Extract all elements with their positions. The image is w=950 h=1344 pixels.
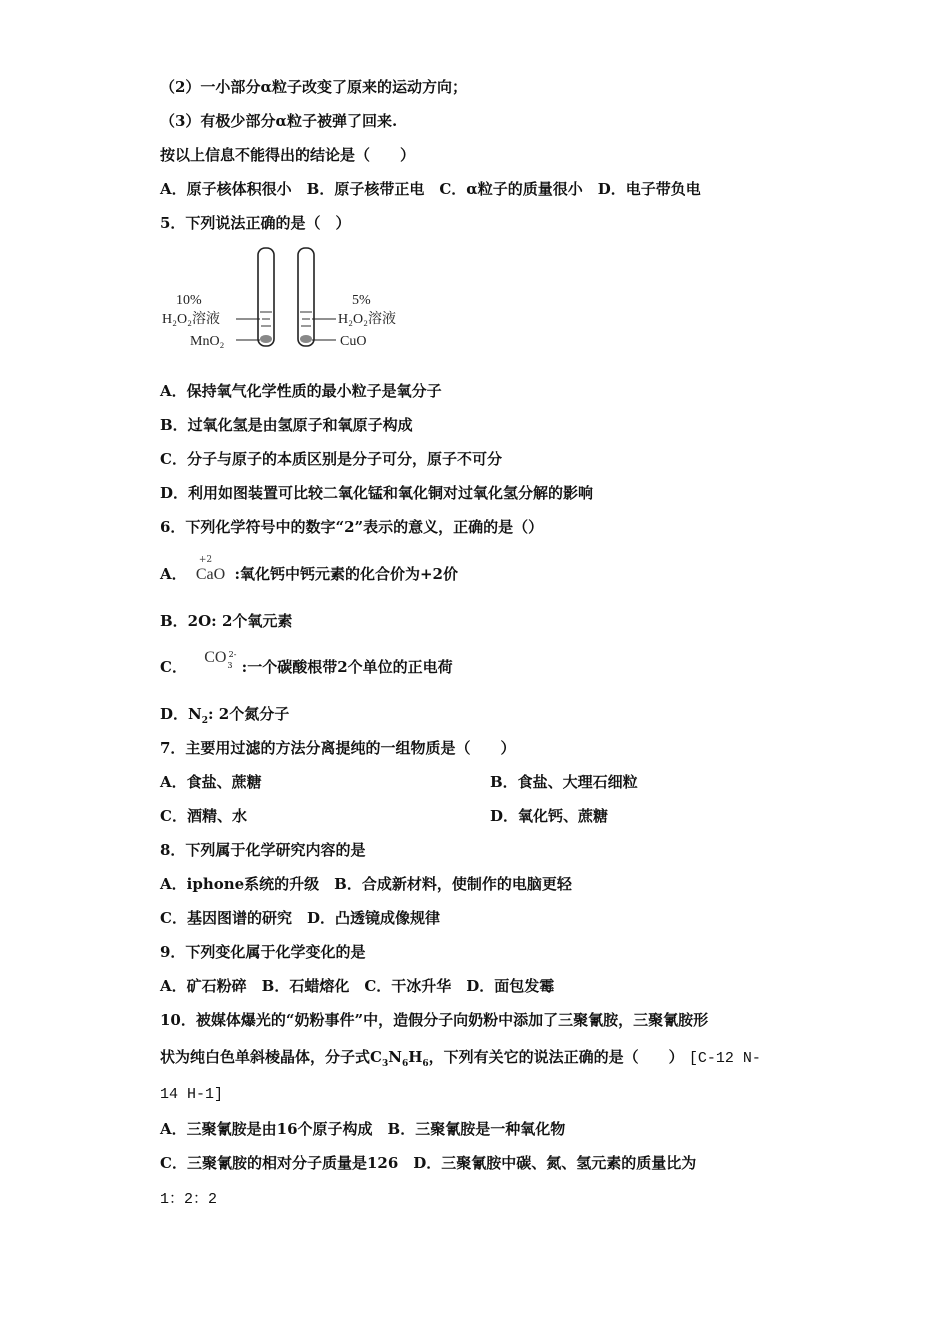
left-percent-label: 10% xyxy=(176,293,202,308)
charge-superscript: 2- xyxy=(228,650,237,659)
option-6c xyxy=(160,649,453,678)
question-8: 8．下列属于化学研究内容的是 xyxy=(160,841,366,859)
right-test-tube xyxy=(298,248,314,346)
text-part: D．N xyxy=(160,705,202,723)
option-6b: B．2O: 2个氧元素 xyxy=(160,612,293,630)
option-7b: B．食盐、大理石细粒 xyxy=(490,773,638,791)
text-part: H xyxy=(408,1048,423,1066)
question-10: 10．被媒体爆光的“奶粉事件”中，造假分子向奶粉中添加了三聚氰胺，三聚氰胺形 xyxy=(160,1011,709,1029)
option-6a xyxy=(160,555,458,585)
text-part: N xyxy=(388,1048,402,1066)
text-line: （3）有极少部分α粒子被弹了回来. xyxy=(160,112,398,130)
options-line: A．原子核体积很小 B．原子核带正电 C．α粒子的质量很小 D．电子带负电 xyxy=(160,180,701,198)
subscript: 3 xyxy=(227,661,233,670)
formula-cao xyxy=(195,555,226,585)
question-10-cont xyxy=(160,1047,761,1074)
valence-mark: +2 xyxy=(198,555,213,565)
option-text: :氧化钙中钙元素的化合价为+2价 xyxy=(234,565,458,583)
formula-carbonate xyxy=(204,647,237,670)
subscript: 2 xyxy=(201,716,208,726)
option-7c: C．酒精、水 xyxy=(160,807,247,825)
question-5: 5．下列说法正确的是（ ） xyxy=(160,214,351,232)
right-solution-label: H₂O₂溶液 xyxy=(338,312,396,327)
text-part: 状为纯白色单斜棱晶体，分子式C xyxy=(160,1048,382,1066)
subscript: 6 xyxy=(401,1059,409,1069)
options-8cd: C．基因图谱的研究 D．凸透镜成像规律 xyxy=(160,909,440,927)
option-7d: D．氧化钙、蔗糖 xyxy=(490,807,609,825)
left-catalyst-powder xyxy=(260,335,272,343)
subscript: 6 xyxy=(422,1059,429,1069)
question-9: 9．下列变化属于化学变化的是 xyxy=(160,943,366,961)
text-part: : 2个氮分子 xyxy=(208,705,290,723)
option-5b: B．过氧化氢是由氢原子和氧原子构成 xyxy=(160,416,413,434)
test-tube-figure xyxy=(160,246,420,356)
options-9: A．矿石粉碎 B．石蜡熔化 C．干冰升华 D．面包发霉 xyxy=(160,977,555,995)
option-5a: A．保持氧气化学性质的最小粒子是氧分子 xyxy=(160,382,442,400)
right-catalyst-label: CuO xyxy=(340,334,367,349)
options-10cd: C．三聚氰胺的相对分子质量是126 D．三聚氰胺中碳、氮、氢元素的质量比为 xyxy=(160,1154,697,1172)
options-8ab: A．iphone系统的升级 B．合成新材料，使制作的电脑更轻 xyxy=(160,875,572,893)
options-10ab: A．三聚氰胺是由16个原子构成 B．三聚氰胺是一种氧化物 xyxy=(160,1120,566,1138)
question-6: 6．下列化学符号中的数字“2”表示的意义，正确的是（） xyxy=(160,518,544,536)
left-solution-label: H₂O₂溶液 xyxy=(162,312,220,327)
options-7ab xyxy=(160,772,800,792)
left-test-tube xyxy=(258,248,274,346)
atomic-mass-note-cont: 14 H-1] xyxy=(160,1086,224,1103)
text-line: 按以上信息不能得出的结论是（ ） xyxy=(160,146,416,164)
option-label: A． xyxy=(160,565,187,583)
option-5d: D．利用如图装置可比较二氧化锰和氧化铜对过氧化氢分解的影响 xyxy=(160,484,594,502)
formula-text: CO xyxy=(204,649,227,666)
question-7: 7．主要用过滤的方法分离提纯的一组物质是（ ） xyxy=(160,739,516,757)
options-7cd xyxy=(160,806,800,826)
option-label: C． xyxy=(160,658,187,676)
option-text: :一个碳酸根带2个单位的正电荷 xyxy=(241,658,453,676)
formula-text: CaO xyxy=(195,566,226,583)
subscript: 3 xyxy=(381,1059,389,1069)
option-7a: A．食盐、蔗糖 xyxy=(160,773,262,791)
text-part: ，下列有关它的说法正确的是（ ） xyxy=(428,1048,684,1066)
text-line: （2）一小部分α粒子改变了原来的运动方向； xyxy=(160,78,467,96)
right-percent-label: 5% xyxy=(352,293,371,308)
right-catalyst-powder xyxy=(300,335,312,343)
atomic-mass-note: [C-12 N- xyxy=(688,1050,761,1067)
left-catalyst-label: MnO₂ xyxy=(190,334,225,349)
option-6d xyxy=(160,704,289,731)
mass-ratio: 1：2：2 xyxy=(160,1191,218,1208)
option-5c: C．分子与原子的本质区别是分子可分，原子不可分 xyxy=(160,450,502,468)
